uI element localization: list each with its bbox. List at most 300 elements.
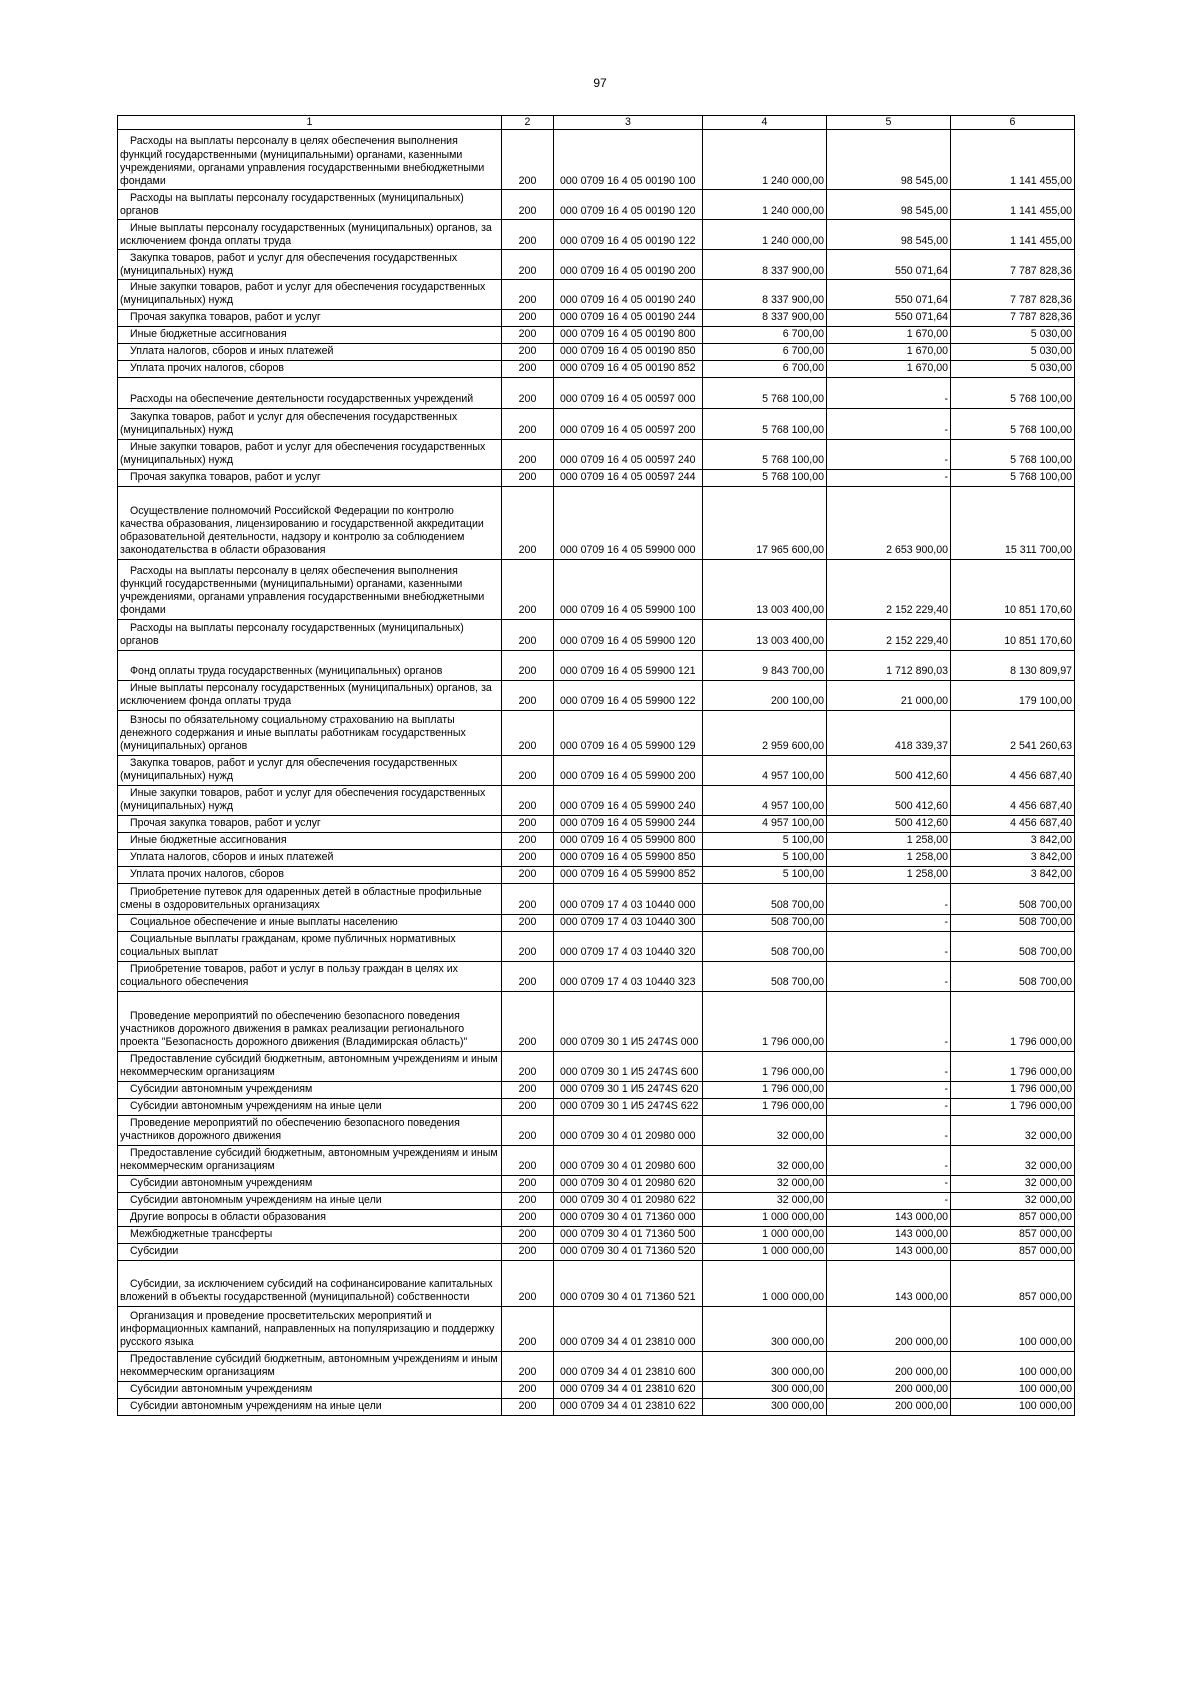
row-name bbox=[118, 486, 502, 559]
row-name-text: Субсидии автономным учреждениям на иные цели bbox=[130, 1194, 382, 1207]
row-line-code: 200 bbox=[502, 326, 554, 343]
row-name bbox=[118, 250, 502, 280]
row-name-text: Предоставление субсидий бюджетным, автономным учреждениям и иным некоммерческим организациям bbox=[120, 1147, 498, 1173]
row-executed-amount: - bbox=[827, 1115, 951, 1145]
row-name bbox=[118, 190, 502, 220]
row-executed-amount: 550 071,64 bbox=[827, 280, 951, 309]
row-unexecuted-amount: 179 100,00 bbox=[951, 680, 1075, 710]
table-row bbox=[118, 755, 1075, 785]
row-executed-amount: - bbox=[827, 439, 951, 469]
row-approved-amount: 32 000,00 bbox=[703, 1115, 827, 1145]
row-executed-amount: 550 071,64 bbox=[827, 309, 951, 326]
row-name bbox=[118, 309, 502, 326]
row-name bbox=[118, 755, 502, 785]
row-line-code: 200 bbox=[502, 1398, 554, 1415]
row-name-text: Иные выплаты персоналу государственных (муниципальных) органов, за исключением фонда оплаты труда bbox=[120, 221, 492, 247]
row-name-text: Иные бюджетные ассигнования bbox=[130, 834, 287, 847]
row-approved-amount: 6 700,00 bbox=[703, 326, 827, 343]
row-name bbox=[118, 1098, 502, 1115]
row-line-code: 200 bbox=[502, 1226, 554, 1243]
table-row bbox=[118, 309, 1075, 326]
row-executed-amount: 200 000,00 bbox=[827, 1306, 951, 1351]
table-row bbox=[118, 931, 1075, 961]
row-budget-code: 000 0709 16 4 05 00190 850 bbox=[554, 343, 703, 360]
row-unexecuted-amount: 857 000,00 bbox=[951, 1260, 1075, 1306]
row-approved-amount: 32 000,00 bbox=[703, 1192, 827, 1209]
row-budget-code: 000 0709 16 4 05 59900 850 bbox=[554, 849, 703, 866]
table-row bbox=[118, 220, 1075, 250]
table-row bbox=[118, 130, 1075, 190]
row-line-code: 200 bbox=[502, 710, 554, 755]
row-unexecuted-amount: 10 851 170,60 bbox=[951, 559, 1075, 619]
row-executed-amount: - bbox=[827, 1145, 951, 1175]
row-line-code: 200 bbox=[502, 343, 554, 360]
row-unexecuted-amount: 1 796 000,00 bbox=[951, 1051, 1075, 1081]
row-unexecuted-amount: 32 000,00 bbox=[951, 1175, 1075, 1192]
row-budget-code: 000 0709 16 4 05 00190 852 bbox=[554, 360, 703, 377]
row-budget-code: 000 0709 16 4 05 00597 244 bbox=[554, 469, 703, 486]
row-name-text: Межбюджетные трансферты bbox=[130, 1228, 273, 1241]
row-executed-amount: - bbox=[827, 1081, 951, 1098]
row-line-code: 200 bbox=[502, 250, 554, 280]
table-row bbox=[118, 377, 1075, 408]
row-line-code: 200 bbox=[502, 1243, 554, 1260]
row-unexecuted-amount: 1 796 000,00 bbox=[951, 1098, 1075, 1115]
table-row bbox=[118, 1260, 1075, 1306]
row-approved-amount: 508 700,00 bbox=[703, 961, 827, 991]
table-row bbox=[118, 280, 1075, 309]
row-approved-amount: 200 100,00 bbox=[703, 680, 827, 710]
row-approved-amount: 2 959 600,00 bbox=[703, 710, 827, 755]
row-approved-amount: 6 700,00 bbox=[703, 360, 827, 377]
table-row bbox=[118, 1226, 1075, 1243]
row-name bbox=[118, 961, 502, 991]
row-approved-amount: 32 000,00 bbox=[703, 1175, 827, 1192]
row-budget-code: 000 0709 17 4 03 10440 000 bbox=[554, 883, 703, 914]
row-name-text: Прочая закупка товаров, работ и услуг bbox=[130, 471, 321, 484]
row-approved-amount: 300 000,00 bbox=[703, 1306, 827, 1351]
row-budget-code: 000 0709 30 4 01 20980 000 bbox=[554, 1115, 703, 1145]
row-approved-amount: 4 957 100,00 bbox=[703, 755, 827, 785]
row-name-text: Расходы на выплаты персоналу в целях обеспечения выполнения функций государственными (муниципальными) органами, казенными учреждениями, органами управления государственными внебюджетными фондами bbox=[120, 564, 485, 617]
row-name bbox=[118, 1051, 502, 1081]
row-executed-amount: - bbox=[827, 1175, 951, 1192]
row-approved-amount: 13 003 400,00 bbox=[703, 559, 827, 619]
row-name-text: Уплата прочих налогов, сборов bbox=[130, 868, 285, 881]
row-unexecuted-amount: 5 768 100,00 bbox=[951, 439, 1075, 469]
row-name bbox=[118, 1081, 502, 1098]
row-line-code: 200 bbox=[502, 914, 554, 931]
row-line-code: 200 bbox=[502, 866, 554, 883]
row-unexecuted-amount: 508 700,00 bbox=[951, 914, 1075, 931]
table-row bbox=[118, 680, 1075, 710]
row-budget-code: 000 0709 16 4 05 59900 800 bbox=[554, 832, 703, 849]
row-name bbox=[118, 849, 502, 866]
row-unexecuted-amount: 1 141 455,00 bbox=[951, 130, 1075, 190]
row-line-code: 200 bbox=[502, 1351, 554, 1381]
row-budget-code: 000 0709 16 4 05 59900 244 bbox=[554, 815, 703, 832]
row-budget-code: 000 0709 16 4 05 00190 244 bbox=[554, 309, 703, 326]
row-executed-amount: 1 258,00 bbox=[827, 849, 951, 866]
row-name-text: Предоставление субсидий бюджетным, автономным учреждениям и иным некоммерческим организациям bbox=[120, 1053, 498, 1079]
row-executed-amount: - bbox=[827, 1051, 951, 1081]
table-row bbox=[118, 815, 1075, 832]
row-executed-amount: 500 412,60 bbox=[827, 755, 951, 785]
column-number: 6 bbox=[951, 116, 1075, 130]
table-row bbox=[118, 326, 1075, 343]
row-approved-amount: 508 700,00 bbox=[703, 931, 827, 961]
table-row bbox=[118, 619, 1075, 650]
table-row bbox=[118, 914, 1075, 931]
row-name-text: Субсидии автономным учреждениям bbox=[130, 1383, 313, 1396]
row-name-text: Расходы на выплаты персоналу в целях обеспечения выполнения функций государственными (муниципальными) органами, казенными учреждениями, органами управления государственными внебюджетными фондами bbox=[120, 135, 485, 187]
row-name-text: Социальное обеспечение и иные выплаты населению bbox=[130, 916, 398, 929]
row-line-code: 200 bbox=[502, 1115, 554, 1145]
row-unexecuted-amount: 857 000,00 bbox=[951, 1209, 1075, 1226]
row-unexecuted-amount: 4 456 687,40 bbox=[951, 785, 1075, 815]
table-row bbox=[118, 408, 1075, 439]
row-unexecuted-amount: 1 796 000,00 bbox=[951, 991, 1075, 1051]
row-name bbox=[118, 1115, 502, 1145]
row-line-code: 200 bbox=[502, 130, 554, 190]
table-row bbox=[118, 650, 1075, 680]
row-unexecuted-amount: 5 768 100,00 bbox=[951, 408, 1075, 439]
row-approved-amount: 1 000 000,00 bbox=[703, 1243, 827, 1260]
row-line-code: 200 bbox=[502, 1306, 554, 1351]
row-unexecuted-amount: 3 842,00 bbox=[951, 849, 1075, 866]
column-number-row bbox=[118, 116, 1075, 130]
row-executed-amount: - bbox=[827, 931, 951, 961]
row-unexecuted-amount: 10 851 170,60 bbox=[951, 619, 1075, 650]
table-row bbox=[118, 469, 1075, 486]
table-row bbox=[118, 883, 1075, 914]
row-name-text: Субсидии автономным учреждениям на иные цели bbox=[130, 1100, 382, 1113]
row-approved-amount: 508 700,00 bbox=[703, 883, 827, 914]
row-budget-code: 000 0709 34 4 01 23810 600 bbox=[554, 1351, 703, 1381]
row-approved-amount: 4 957 100,00 bbox=[703, 815, 827, 832]
row-unexecuted-amount: 508 700,00 bbox=[951, 961, 1075, 991]
row-name-text: Субсидии автономным учреждениям bbox=[130, 1177, 313, 1190]
page-number: 97 bbox=[593, 76, 607, 90]
row-approved-amount: 1 240 000,00 bbox=[703, 130, 827, 190]
row-line-code: 200 bbox=[502, 755, 554, 785]
row-name-text: Проведение мероприятий по обеспечению безопасного поведения участников дорожного движения bbox=[120, 1117, 460, 1143]
row-name-text: Расходы на выплаты персоналу государственных (муниципальных) органов bbox=[120, 191, 464, 217]
row-approved-amount: 5 768 100,00 bbox=[703, 408, 827, 439]
budget-table-body bbox=[118, 116, 1075, 1416]
row-name bbox=[118, 1175, 502, 1192]
row-unexecuted-amount: 3 842,00 bbox=[951, 832, 1075, 849]
row-approved-amount: 1 240 000,00 bbox=[703, 190, 827, 220]
row-budget-code: 000 0709 16 4 05 59900 122 bbox=[554, 680, 703, 710]
row-name-text: Уплата прочих налогов, сборов bbox=[130, 362, 285, 375]
row-executed-amount: - bbox=[827, 914, 951, 931]
row-line-code: 200 bbox=[502, 360, 554, 377]
row-name-text: Иные выплаты персоналу государственных (муниципальных) органов, за исключением фонда оплаты труда bbox=[120, 682, 492, 708]
row-budget-code: 000 0709 30 1 И5 2474S 000 bbox=[554, 991, 703, 1051]
row-budget-code: 000 0709 16 4 05 59900 100 bbox=[554, 559, 703, 619]
row-approved-amount: 508 700,00 bbox=[703, 914, 827, 931]
row-budget-code: 000 0709 30 1 И5 2474S 620 bbox=[554, 1081, 703, 1098]
row-executed-amount: 143 000,00 bbox=[827, 1243, 951, 1260]
row-executed-amount: 98 545,00 bbox=[827, 130, 951, 190]
row-approved-amount: 1 240 000,00 bbox=[703, 220, 827, 250]
row-budget-code: 000 0709 16 4 05 59900 120 bbox=[554, 619, 703, 650]
row-name bbox=[118, 866, 502, 883]
row-unexecuted-amount: 2 541 260,63 bbox=[951, 710, 1075, 755]
row-unexecuted-amount: 4 456 687,40 bbox=[951, 755, 1075, 785]
row-unexecuted-amount: 5 768 100,00 bbox=[951, 377, 1075, 408]
row-name-text: Субсидии bbox=[130, 1245, 179, 1258]
row-executed-amount: 200 000,00 bbox=[827, 1381, 951, 1398]
row-name bbox=[118, 1260, 502, 1306]
row-name-text: Предоставление субсидий бюджетным, автономным учреждениям и иным некоммерческим организациям bbox=[120, 1353, 498, 1379]
table-row bbox=[118, 1398, 1075, 1415]
row-executed-amount: - bbox=[827, 961, 951, 991]
row-approved-amount: 300 000,00 bbox=[703, 1398, 827, 1415]
row-executed-amount: - bbox=[827, 408, 951, 439]
row-line-code: 200 bbox=[502, 190, 554, 220]
row-name-text: Прочая закупка товаров, работ и услуг bbox=[130, 817, 321, 830]
row-budget-code: 000 0709 16 4 05 00190 800 bbox=[554, 326, 703, 343]
row-unexecuted-amount: 32 000,00 bbox=[951, 1145, 1075, 1175]
row-executed-amount: 1 670,00 bbox=[827, 343, 951, 360]
row-name-text: Уплата налогов, сборов и иных платежей bbox=[130, 851, 334, 864]
row-name-text: Взносы по обязательному социальному страхованию на выплаты денежного содержания и иные выплаты работникам государственных (муниципальных) органов bbox=[120, 714, 466, 753]
row-unexecuted-amount: 1 141 455,00 bbox=[951, 190, 1075, 220]
row-line-code: 200 bbox=[502, 280, 554, 309]
row-budget-code: 000 0709 16 4 05 59900 200 bbox=[554, 755, 703, 785]
table-row bbox=[118, 1306, 1075, 1351]
row-budget-code: 000 0709 30 4 01 71360 521 bbox=[554, 1260, 703, 1306]
row-name bbox=[118, 1381, 502, 1398]
row-line-code: 200 bbox=[502, 650, 554, 680]
row-line-code: 200 bbox=[502, 469, 554, 486]
row-executed-amount: 143 000,00 bbox=[827, 1260, 951, 1306]
row-budget-code: 000 0709 30 1 И5 2474S 600 bbox=[554, 1051, 703, 1081]
row-approved-amount: 5 100,00 bbox=[703, 849, 827, 866]
row-name-text: Субсидии, за исключением субсидий на софинансирование капитальных вложений в объекты государственной (муниципальной) собственности bbox=[120, 1278, 493, 1304]
table-row bbox=[118, 961, 1075, 991]
row-name bbox=[118, 1145, 502, 1175]
row-name-text: Расходы на обеспечение деятельности государственных учреждений bbox=[130, 393, 474, 406]
table-row bbox=[118, 832, 1075, 849]
row-unexecuted-amount: 5 768 100,00 bbox=[951, 469, 1075, 486]
row-unexecuted-amount: 15 311 700,00 bbox=[951, 486, 1075, 559]
row-name bbox=[118, 1192, 502, 1209]
row-budget-code: 000 0709 16 4 05 00597 000 bbox=[554, 377, 703, 408]
row-name-text: Приобретение товаров, работ и услуг в пользу граждан в целях их социального обеспечения bbox=[120, 963, 458, 989]
row-approved-amount: 5 768 100,00 bbox=[703, 469, 827, 486]
row-approved-amount: 4 957 100,00 bbox=[703, 785, 827, 815]
row-name bbox=[118, 1226, 502, 1243]
row-line-code: 200 bbox=[502, 309, 554, 326]
row-line-code: 200 bbox=[502, 559, 554, 619]
row-budget-code: 000 0709 16 4 05 00190 122 bbox=[554, 220, 703, 250]
row-name bbox=[118, 1306, 502, 1351]
row-name bbox=[118, 883, 502, 914]
row-unexecuted-amount: 857 000,00 bbox=[951, 1226, 1075, 1243]
row-budget-code: 000 0709 17 4 03 10440 323 bbox=[554, 961, 703, 991]
row-approved-amount: 6 700,00 bbox=[703, 343, 827, 360]
row-line-code: 200 bbox=[502, 439, 554, 469]
row-approved-amount: 8 337 900,00 bbox=[703, 280, 827, 309]
row-name-text: Фонд оплаты труда государственных (муниципальных) органов bbox=[130, 665, 443, 678]
row-executed-amount: 500 412,60 bbox=[827, 815, 951, 832]
table-row bbox=[118, 1192, 1075, 1209]
row-line-code: 200 bbox=[502, 832, 554, 849]
row-name-text: Приобретение путевок для одаренных детей в областные профильные смены в оздоровительных организациях bbox=[120, 886, 482, 912]
row-name bbox=[118, 1243, 502, 1260]
row-budget-code: 000 0709 30 4 01 71360 000 bbox=[554, 1209, 703, 1226]
row-name bbox=[118, 1351, 502, 1381]
row-name-text: Закупка товаров, работ и услуг для обеспечения государственных (муниципальных) нужд bbox=[120, 251, 458, 277]
row-budget-code: 000 0709 16 4 05 59900 129 bbox=[554, 710, 703, 755]
row-unexecuted-amount: 8 130 809,97 bbox=[951, 650, 1075, 680]
row-line-code: 200 bbox=[502, 849, 554, 866]
row-unexecuted-amount: 7 787 828,36 bbox=[951, 309, 1075, 326]
row-unexecuted-amount: 32 000,00 bbox=[951, 1192, 1075, 1209]
row-executed-amount: - bbox=[827, 377, 951, 408]
row-name-text: Прочая закупка товаров, работ и услуг bbox=[130, 311, 321, 324]
row-line-code: 200 bbox=[502, 785, 554, 815]
row-approved-amount: 5 100,00 bbox=[703, 866, 827, 883]
budget-table bbox=[117, 115, 1075, 1416]
table-row bbox=[118, 849, 1075, 866]
row-approved-amount: 1 796 000,00 bbox=[703, 991, 827, 1051]
row-executed-amount: 1 670,00 bbox=[827, 360, 951, 377]
row-line-code: 200 bbox=[502, 1051, 554, 1081]
table-row bbox=[118, 1081, 1075, 1098]
row-name bbox=[118, 469, 502, 486]
row-name bbox=[118, 559, 502, 619]
row-executed-amount: 418 339,37 bbox=[827, 710, 951, 755]
row-approved-amount: 1 000 000,00 bbox=[703, 1260, 827, 1306]
row-budget-code: 000 0709 16 4 05 00190 100 bbox=[554, 130, 703, 190]
row-executed-amount: 1 258,00 bbox=[827, 866, 951, 883]
row-name-text: Закупка товаров, работ и услуг для обеспечения государственных (муниципальных) нужд bbox=[120, 757, 458, 783]
table-row bbox=[118, 250, 1075, 280]
row-line-code: 200 bbox=[502, 1209, 554, 1226]
column-number: 2 bbox=[502, 116, 554, 130]
row-budget-code: 000 0709 30 1 И5 2474S 622 bbox=[554, 1098, 703, 1115]
row-name bbox=[118, 785, 502, 815]
row-line-code: 200 bbox=[502, 680, 554, 710]
row-unexecuted-amount: 508 700,00 bbox=[951, 883, 1075, 914]
row-executed-amount: 1 670,00 bbox=[827, 326, 951, 343]
row-line-code: 200 bbox=[502, 1192, 554, 1209]
row-approved-amount: 1 000 000,00 bbox=[703, 1209, 827, 1226]
row-approved-amount: 8 337 900,00 bbox=[703, 309, 827, 326]
row-executed-amount: - bbox=[827, 1192, 951, 1209]
row-name bbox=[118, 991, 502, 1051]
row-unexecuted-amount: 7 787 828,36 bbox=[951, 250, 1075, 280]
row-name bbox=[118, 832, 502, 849]
row-approved-amount: 17 965 600,00 bbox=[703, 486, 827, 559]
row-executed-amount: 1 712 890,03 bbox=[827, 650, 951, 680]
table-row bbox=[118, 360, 1075, 377]
row-executed-amount: 2 152 229,40 bbox=[827, 559, 951, 619]
row-budget-code: 000 0709 30 4 01 71360 520 bbox=[554, 1243, 703, 1260]
row-budget-code: 000 0709 16 4 05 00190 200 bbox=[554, 250, 703, 280]
row-unexecuted-amount: 508 700,00 bbox=[951, 931, 1075, 961]
row-name bbox=[118, 343, 502, 360]
row-name-text: Проведение мероприятий по обеспечению безопасного поведения участников дорожного движения в рамках реализации регионального проекта "Безопасность дорожного движения (Владимирская область)" bbox=[120, 1010, 468, 1049]
row-line-code: 200 bbox=[502, 220, 554, 250]
row-line-code: 200 bbox=[502, 619, 554, 650]
row-name-text: Субсидии автономным учреждениям bbox=[130, 1083, 313, 1096]
row-budget-code: 000 0709 16 4 05 00597 240 bbox=[554, 439, 703, 469]
row-name-text: Субсидии автономным учреждениям на иные цели bbox=[130, 1400, 382, 1413]
row-approved-amount: 13 003 400,00 bbox=[703, 619, 827, 650]
row-name-text: Расходы на выплаты персоналу государственных (муниципальных) органов bbox=[120, 622, 464, 648]
row-executed-amount: - bbox=[827, 1098, 951, 1115]
table-row bbox=[118, 559, 1075, 619]
row-name bbox=[118, 931, 502, 961]
row-name-text: Осуществление полномочий Российской Федерации по контролю качества образования, лицензированию и государственной аккредитации образовательной деятельности, надзору и контролю за соблюдением законодательства в области образования bbox=[120, 504, 484, 557]
row-name bbox=[118, 130, 502, 190]
row-unexecuted-amount: 5 030,00 bbox=[951, 326, 1075, 343]
row-name bbox=[118, 377, 502, 408]
column-number: 3 bbox=[554, 116, 703, 130]
row-name-text: Другие вопросы в области образования bbox=[130, 1211, 326, 1224]
row-unexecuted-amount: 7 787 828,36 bbox=[951, 280, 1075, 309]
row-line-code: 200 bbox=[502, 961, 554, 991]
table-row bbox=[118, 439, 1075, 469]
row-name-text: Организация и проведение просветительских мероприятий и информационных кампаний, направленных на популяризацию и поддержку русского языка bbox=[120, 1310, 495, 1349]
row-approved-amount: 300 000,00 bbox=[703, 1381, 827, 1398]
row-budget-code: 000 0709 16 4 05 59900 852 bbox=[554, 866, 703, 883]
row-name-text: Закупка товаров, работ и услуг для обеспечения государственных (муниципальных) нужд bbox=[120, 411, 458, 437]
row-approved-amount: 1 796 000,00 bbox=[703, 1098, 827, 1115]
row-name bbox=[118, 408, 502, 439]
row-approved-amount: 8 337 900,00 bbox=[703, 250, 827, 280]
row-name-text: Иные закупки товаров, работ и услуг для обеспечения государственных (муниципальных) нужд bbox=[120, 787, 486, 813]
row-budget-code: 000 0709 34 4 01 23810 620 bbox=[554, 1381, 703, 1398]
row-unexecuted-amount: 5 030,00 bbox=[951, 360, 1075, 377]
row-name bbox=[118, 815, 502, 832]
row-line-code: 200 bbox=[502, 883, 554, 914]
row-executed-amount: 200 000,00 bbox=[827, 1351, 951, 1381]
row-executed-amount: - bbox=[827, 991, 951, 1051]
row-unexecuted-amount: 5 030,00 bbox=[951, 343, 1075, 360]
row-budget-code: 000 0709 16 4 05 59900 121 bbox=[554, 650, 703, 680]
row-name bbox=[118, 280, 502, 309]
row-executed-amount: 500 412,60 bbox=[827, 785, 951, 815]
row-approved-amount: 9 843 700,00 bbox=[703, 650, 827, 680]
row-executed-amount: 2 152 229,40 bbox=[827, 619, 951, 650]
row-unexecuted-amount: 1 796 000,00 bbox=[951, 1081, 1075, 1098]
row-approved-amount: 5 768 100,00 bbox=[703, 377, 827, 408]
row-budget-code: 000 0709 16 4 05 00597 200 bbox=[554, 408, 703, 439]
row-approved-amount: 32 000,00 bbox=[703, 1145, 827, 1175]
row-budget-code: 000 0709 30 4 01 20980 620 bbox=[554, 1175, 703, 1192]
row-executed-amount: 200 000,00 bbox=[827, 1398, 951, 1415]
row-name-text: Уплата налогов, сборов и иных платежей bbox=[130, 345, 334, 358]
row-name bbox=[118, 710, 502, 755]
row-line-code: 200 bbox=[502, 1175, 554, 1192]
row-budget-code: 000 0709 17 4 03 10440 320 bbox=[554, 931, 703, 961]
row-budget-code: 000 0709 16 4 05 00190 120 bbox=[554, 190, 703, 220]
row-budget-code: 000 0709 17 4 03 10440 300 bbox=[554, 914, 703, 931]
row-unexecuted-amount: 857 000,00 bbox=[951, 1243, 1075, 1260]
row-unexecuted-amount: 3 842,00 bbox=[951, 866, 1075, 883]
row-name bbox=[118, 1209, 502, 1226]
row-line-code: 200 bbox=[502, 815, 554, 832]
row-line-code: 200 bbox=[502, 1260, 554, 1306]
row-name bbox=[118, 1398, 502, 1415]
row-name bbox=[118, 619, 502, 650]
